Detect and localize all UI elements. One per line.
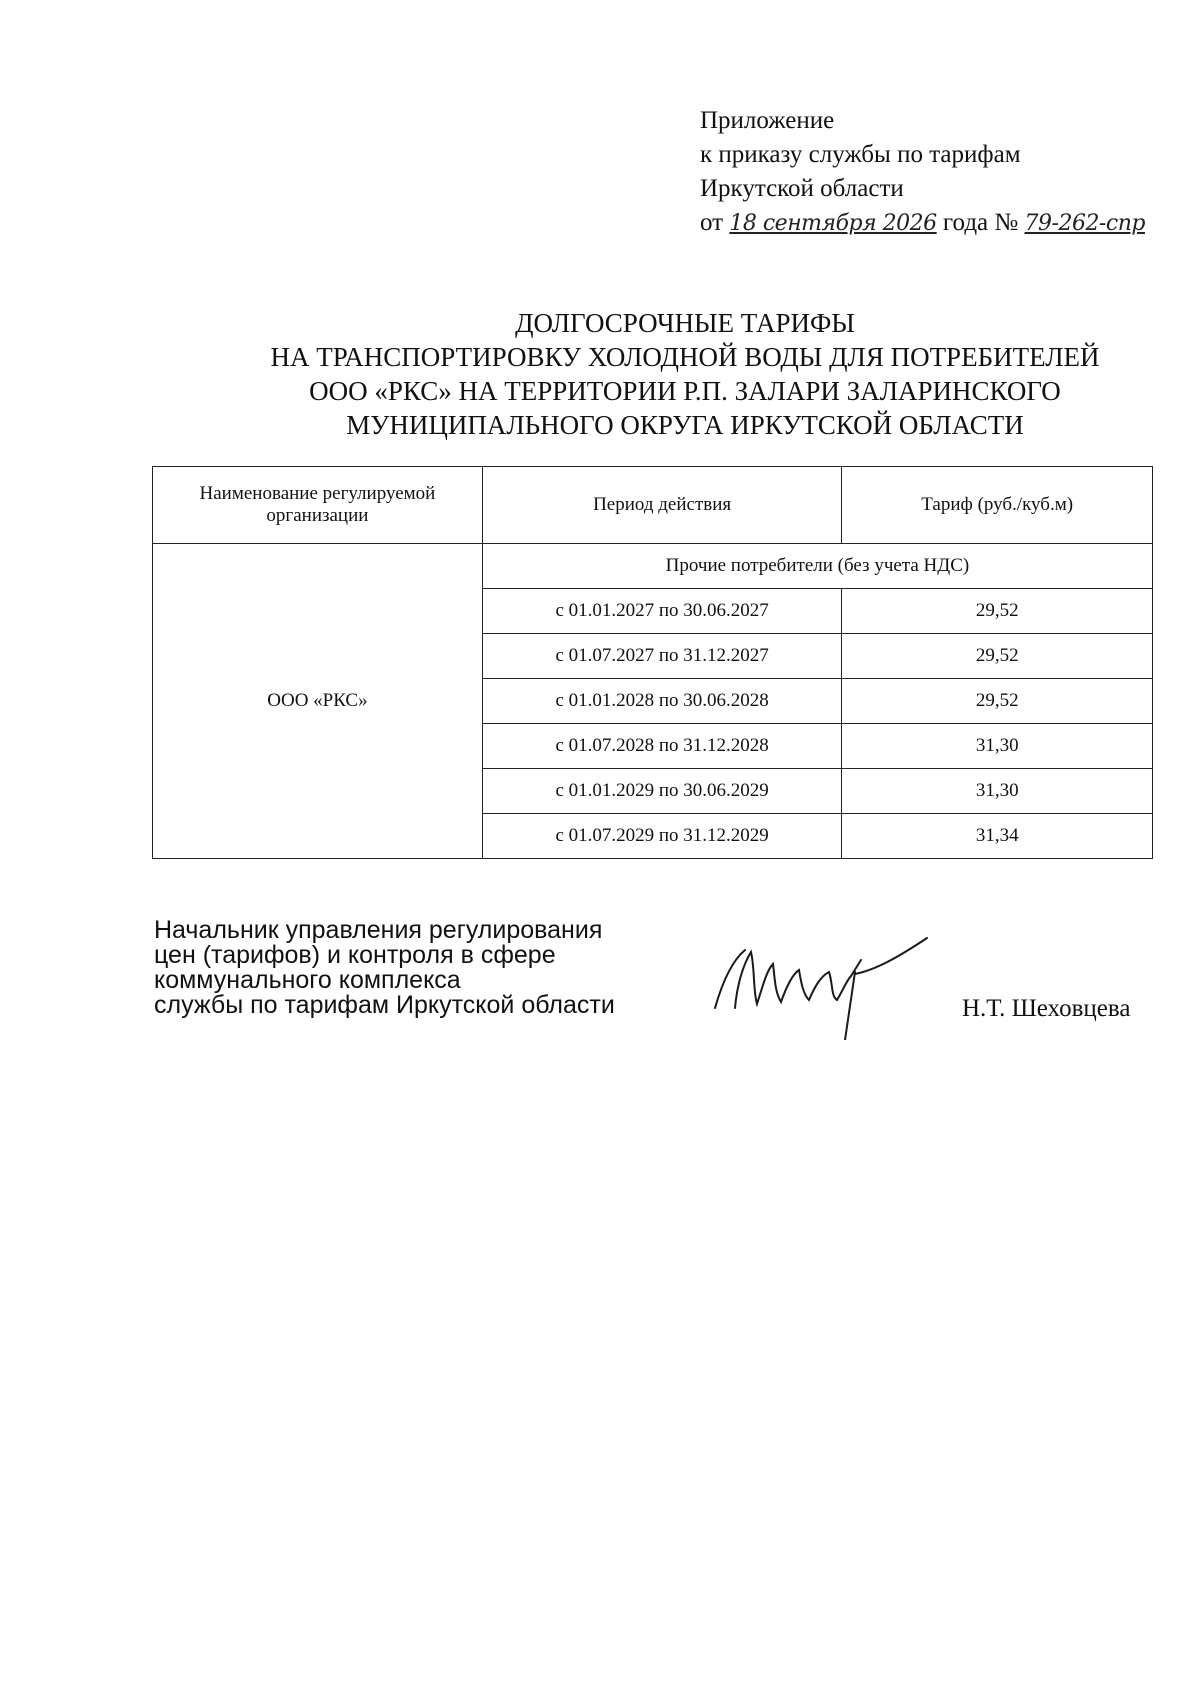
tariff-cell: 29,52 — [842, 589, 1153, 634]
group-label: Прочие потребители (без учета НДС) — [482, 544, 1152, 589]
title-line-4: МУНИЦИПАЛЬНОГО ОКРУГА ИРКУТСКОЙ ОБЛАСТИ — [346, 410, 1024, 440]
organization-cell: ООО «РКС» — [153, 544, 483, 859]
tariff-cell: 31,30 — [842, 769, 1153, 814]
tariff-cell: 29,52 — [842, 679, 1153, 724]
header-tariff: Тариф (руб./куб.м) — [842, 467, 1153, 544]
handwritten-signature — [705, 930, 945, 1040]
appendix-header — [700, 104, 1145, 241]
document-title — [230, 306, 1140, 442]
year-word: года № — [942, 209, 1019, 236]
header-organization: Наименование регулируемой организации — [153, 467, 483, 544]
tariff-cell: 31,30 — [842, 724, 1153, 769]
title-line-2: НА ТРАНСПОРТИРОВКУ ХОЛОДНОЙ ВОДЫ ДЛЯ ПОТРЕБИТЕЛЕЙ — [270, 342, 1100, 372]
appendix-line-2: к приказу службы по тарифам — [700, 141, 1021, 168]
appendix-line-3: Иркутской области — [700, 175, 904, 202]
appendix-date-line — [700, 206, 1145, 241]
handwritten-date: 18 сентября 2026 — [729, 211, 937, 236]
signer-position — [154, 918, 615, 1018]
period-cell: с 01.07.2027 по 31.12.2027 — [482, 634, 842, 679]
period-cell: с 01.07.2028 по 31.12.2028 — [482, 724, 842, 769]
signer-line-1: Начальник управления регулирования — [154, 916, 603, 944]
signer-name: Н.Т. Шеховцева — [962, 995, 1131, 1022]
tariff-cell: 29,52 — [842, 634, 1153, 679]
period-cell: с 01.01.2029 по 30.06.2029 — [482, 769, 842, 814]
title-line-1: ДОЛГОСРОЧНЫЕ ТАРИФЫ — [515, 308, 855, 338]
period-cell: с 01.07.2029 по 31.12.2029 — [482, 814, 842, 859]
title-line-3: ООО «РКС» НА ТЕРРИТОРИИ Р.П. ЗАЛАРИ ЗАЛАРИНСКОГО — [309, 376, 1061, 406]
tariff-table — [152, 466, 1153, 859]
date-prefix: от — [700, 209, 724, 236]
signer-line-3: коммунального комплекса — [154, 966, 461, 994]
group-row — [153, 544, 1153, 589]
handwritten-order-number: 79-262-спр — [1024, 211, 1145, 236]
period-cell: с 01.01.2027 по 30.06.2027 — [482, 589, 842, 634]
appendix-line-1: Приложение — [700, 107, 835, 134]
signer-line-2: цен (тарифов) и контроля в сфере — [154, 941, 556, 969]
header-period: Период действия — [482, 467, 842, 544]
period-cell: с 01.01.2028 по 30.06.2028 — [482, 679, 842, 724]
table-header-row — [153, 467, 1153, 544]
signer-line-4: службы по тарифам Иркутской области — [154, 991, 615, 1019]
tariff-cell: 31,34 — [842, 814, 1153, 859]
